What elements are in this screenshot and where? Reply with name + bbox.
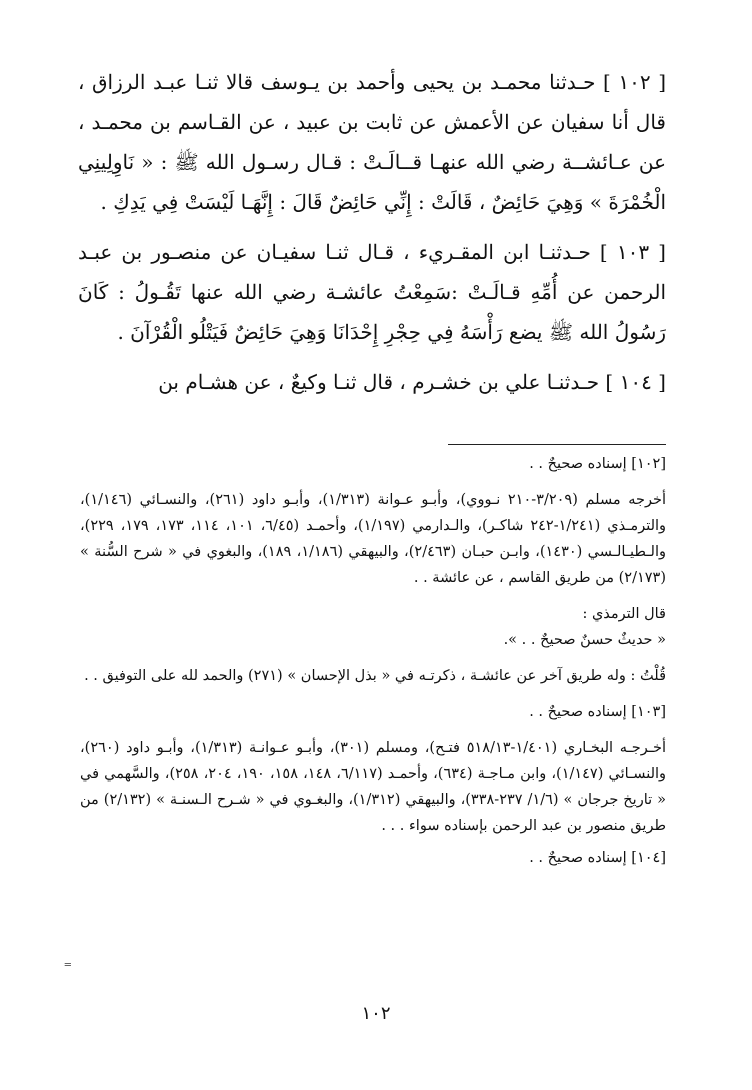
note-102-grade: [١٠٢] إسناده صحيحٌ . .: [529, 456, 666, 472]
note-102-takhrij: أخرجه مسلم (٣/٢٠٩-٢١٠ نـووي)، وأبـو عـوانة (١/٣١٣)، وأبـو داود (٢٦١)، والنسـائي (١/١٤٦)، والترمـذي (١/٢٤١-٢٤٢ شاكـر)، والـدارمي (١/١٩٧)، وأحمـد (٦/٤٥، ١٠١، ١١٤، ١٧٣، ١٧٩، ٢٢٩)، والـطيـالـسي (١٤٣٠)، وابـن حبـان (٢/٤٦٣)، والبيهقي (١/١٨٦، ١٨٩)، والبغوي في « شرح السُّنة » (٢/١٧٣) من طريق القاسم ، عن عائشة . .: [80, 492, 667, 586]
footnotes: [80, 451, 666, 871]
note-103-takhrij: أخـرجـه البخـاري (١/٤٠١-٥١٨/١٣ فتـح)، ومسلم (٣٠١)، وأبـو عـوانـة (١/٣١٣)، وأبـو داود (٢٦٠)، والنسـائي (١/١٤٧)، وابن مـاجـة (٦٣٤)، وأحمـد (٦/١١٧، ١٤٨، ١٥٨، ١٩٠، ٢٠٤، ٢٥٨)، والسَّهمي في « تاريخ جرجان » (١/٦/ ٢٣٧-٣٣٨)، والبيهقي (١/٣١٢)، والبغـوي في « شـرح الـسنـة » (٢/١٣٢) من طريق منصور بن عبد الرحمن بإسناده سواء . . .: [80, 740, 667, 834]
note-104-grade: [١٠٤] إسناده صحيحٌ . .: [529, 850, 666, 866]
tirmidhi-label: قال الترمذي :: [582, 606, 666, 622]
tirmidhi-quote: « حديثٌ حسنٌ صحيحٌ . . ».: [503, 632, 666, 648]
hadith-104: [ ١٠٤ ] حـدثنـا علي بن خشـرم ، قال ثنـا وكيعٌ ، عن هشـام بن: [158, 370, 666, 394]
note-103-grade: [١٠٣] إسناده صحيحٌ . .: [529, 704, 666, 720]
hadith-103: [ ١٠٣ ] حـدثنـا ابن المقـريء ، قـال ثنـا سفيـان عن منصـور بن عبـد الرحمن عن أُمِّهِ قـالَـتْ :سَمِعْتُ عائشـة رضي الله عنها تَقُـولُ : كَانَ رَسُولُ الله ﷺ يضع رَأْسَهُ فِي حِجْرِ إِحْدَانَا وَهِيَ حَائِضٌ فَيَتْلُو الْقُرْآنَ .: [78, 240, 666, 344]
page-number: ١٠٢: [361, 1003, 391, 1024]
margin-mark: =: [63, 960, 72, 971]
qultu-note: قُلْتُ : وله طريق آخر عن عائشـة ، ذكرتـه في « بذل الإحسان » (٢٧١) والحمد لله على التوفيق . .: [84, 668, 666, 684]
main-text: [78, 62, 666, 402]
footnote-divider: [448, 444, 666, 445]
hadith-102: [ ١٠٢ ] حـدثنا محمـد بن يحيى وأحمد بن يـوسف قالا ثنـا عبـد الرزاق ، قال أنا سفيان عن الأعمش عن ثابت بن عبيد ، عن القـاسم بن محمـد ، عن عـائشــة رضي الله عنهـا قــالَـتْ : قـال رسـول الله ﷺ : « نَاوِلِينِي الْخُمْرَةَ » وَهِيَ حَائِضٌ ، قَالَتْ : إِنِّي حَائِضٌ قَالَ : إِنَّهَـا لَيْسَتْ فِي يَدِكِ .: [78, 70, 666, 214]
